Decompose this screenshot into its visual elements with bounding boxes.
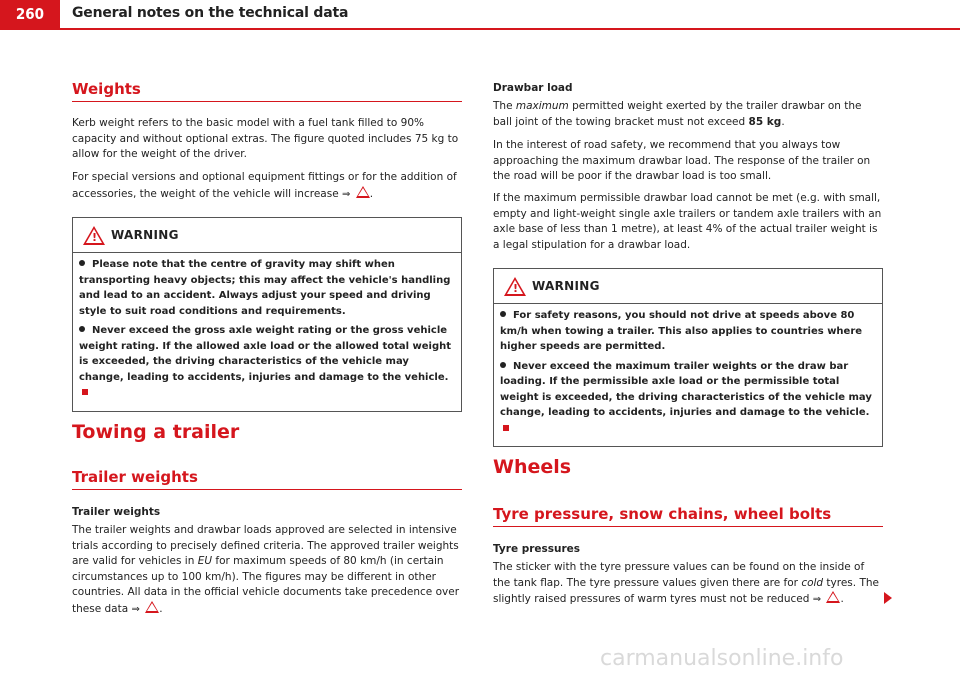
drawbar-paragraph-1: The maximum permitted weight exerted by the trailer drawbar on the ball joint of the towing bracket must not exceed 85 kg. bbox=[493, 100, 862, 128]
next-page-arrow-icon[interactable] bbox=[884, 592, 892, 604]
tyre-text-b: tyres. The slightly raised pressures of warm tyres must not be reduced bbox=[493, 576, 879, 605]
bullet-icon bbox=[79, 260, 85, 266]
warning-exclamation-icon: ! bbox=[92, 231, 98, 244]
bullet-icon bbox=[500, 362, 506, 368]
reference-arrow-icon: ⇒ bbox=[812, 594, 822, 605]
bullet-icon bbox=[79, 326, 85, 332]
warning-exclamation-icon: ! bbox=[513, 282, 519, 295]
trailer-text-eu: EU bbox=[197, 555, 213, 567]
header-rule bbox=[0, 28, 960, 30]
warning-box-body bbox=[494, 304, 882, 446]
end-of-section-icon bbox=[503, 425, 509, 431]
drawbar-text-b: permitted weight exerted by the trailer drawbar on the ball joint of the towing bracket must not exceed bbox=[493, 100, 862, 128]
tyre-pressures-subheading: Tyre pressures bbox=[493, 543, 581, 555]
tyre-heading: Tyre pressure, snow chains, wheel bolts bbox=[493, 505, 883, 527]
weights-paragraph-1: Kerb weight refers to the basic model with a fuel tank filled to 90% capacity and without optional extras. The figure quoted includes 75 kg to allow for the weight of the driver. bbox=[72, 117, 459, 160]
drawbar-text-a: The bbox=[493, 100, 516, 112]
warning-item bbox=[500, 308, 876, 355]
warning-item bbox=[79, 323, 455, 401]
page-number: 260 bbox=[0, 0, 60, 28]
warning-box-weights bbox=[72, 217, 462, 412]
warning-title: WARNING bbox=[532, 279, 600, 293]
header-title: General notes on the technical data bbox=[72, 5, 349, 21]
drawbar-paragraph-3: If the maximum permissible drawbar load cannot be met (e.g. with small, empty and light-weight single axle trailers or tandem axle trailers with an axle base of less than 1 metre), at least 4% of the actual trailer weight is a legal stipulation for a drawbar load. bbox=[493, 192, 882, 251]
trailer-weights-paragraph: The trailer weights and drawbar loads approved are selected in intensive trials according to precisely defined criteria. The approved trailer weights are valid for vehicles in EU for maximum speeds of 80 km/h (in certain circumstances up to 100 km/h). The figures may be different in other countries. All data in the official vehicle documents take precedence over these data ⇒ . bbox=[72, 524, 460, 615]
warning-box-towing bbox=[493, 268, 883, 447]
drawbar-text-em: maximum bbox=[515, 100, 569, 112]
weights-paragraph-2: For special versions and optional equipment fittings or for the addition of accessories, the weight of the vehicle will increase ⇒ . bbox=[72, 171, 457, 200]
weights-heading: Weights bbox=[72, 80, 462, 102]
warning-item bbox=[79, 257, 455, 319]
drawbar-paragraph-2: In the interest of road safety, we recommend that you always tow approaching the maximum drawbar load. The response of the trailer on the road will be poor if the drawbar load is too small. bbox=[493, 139, 871, 182]
towing-heading: Towing a trailer bbox=[72, 421, 240, 443]
tyre-text-em: cold bbox=[801, 576, 824, 589]
warning-box-header bbox=[73, 218, 461, 253]
watermark: carmanualsonline.info bbox=[600, 646, 844, 671]
warning-title: WARNING bbox=[111, 228, 179, 242]
weights-paragraph-2-text: For special versions and optional equipment fittings or for the addition of accessories, the weight of the vehicle will increase bbox=[72, 171, 457, 200]
trailer-weights-subheading: Trailer weights bbox=[72, 506, 161, 518]
warning-item-text: Never exceed the maximum trailer weights or the draw bar loading. If the permissible axle load or the permissible total weight is exceeded, the driving characteristics of the vehicle may change, leading to accidents, injuries and damage to the vehicle. bbox=[500, 360, 872, 418]
warning-box-body bbox=[73, 253, 461, 411]
trailer-text-a: The trailer weights and drawbar loads approved are selected in intensive trials according to precisely defined criteria. The approved trailer weights are valid for vehicles in bbox=[72, 524, 459, 567]
warning-item-text: Please note that the centre of gravity may shift when transporting heavy objects; this may affect the vehicle's handling and lead to an accident. Always adjust your speed and driving style to suit road conditions and requirements. bbox=[79, 259, 451, 317]
drawbar-max-value: 85 kg bbox=[748, 115, 782, 128]
end-of-section-icon bbox=[82, 389, 88, 395]
tyre-text-a: The sticker with the tyre pressure values can be found on the inside of the tank flap. The tyre pressure values given there are for bbox=[493, 561, 865, 589]
reference-arrow-icon: ⇒ bbox=[131, 603, 140, 615]
warning-box-header bbox=[494, 269, 882, 304]
trailer-text-b: for maximum speeds of 80 km/h (in certain circumstances up to 100 km/h). The figures may be different in other countries. All data in the official vehicle documents take precedence over these data bbox=[72, 555, 460, 615]
warning-item-text: For safety reasons, you should not drive at speeds above 80 km/h when towing a trailer. This also applies to countries where higher speeds are permitted. bbox=[500, 310, 863, 352]
bullet-icon bbox=[500, 311, 506, 317]
warning-reference-icon[interactable] bbox=[826, 591, 840, 603]
page-header bbox=[0, 0, 960, 30]
trailer-weights-heading: Trailer weights bbox=[72, 468, 462, 490]
tyre-pressures-paragraph: The sticker with the tyre pressure values can be found on the inside of the tank flap. The tyre pressure values given there are for cold tyres. The slightly raised pressures of warm tyres must not be reduced ⇒ . bbox=[493, 561, 879, 605]
warning-reference-icon[interactable] bbox=[356, 186, 370, 198]
wheels-heading: Wheels bbox=[493, 456, 572, 478]
warning-item-text: Never exceed the gross axle weight rating or the gross vehicle weight rating. If the allowed axle load or the allowed total weight is exceeded, the driving characteristics of the vehicle may change, leading to accidents, injuries and damage to the vehicle. bbox=[79, 325, 452, 383]
drawbar-subheading: Drawbar load bbox=[493, 82, 573, 94]
reference-arrow-icon: ⇒ bbox=[342, 188, 351, 200]
warning-reference-icon[interactable] bbox=[145, 601, 159, 613]
warning-item bbox=[500, 359, 876, 437]
